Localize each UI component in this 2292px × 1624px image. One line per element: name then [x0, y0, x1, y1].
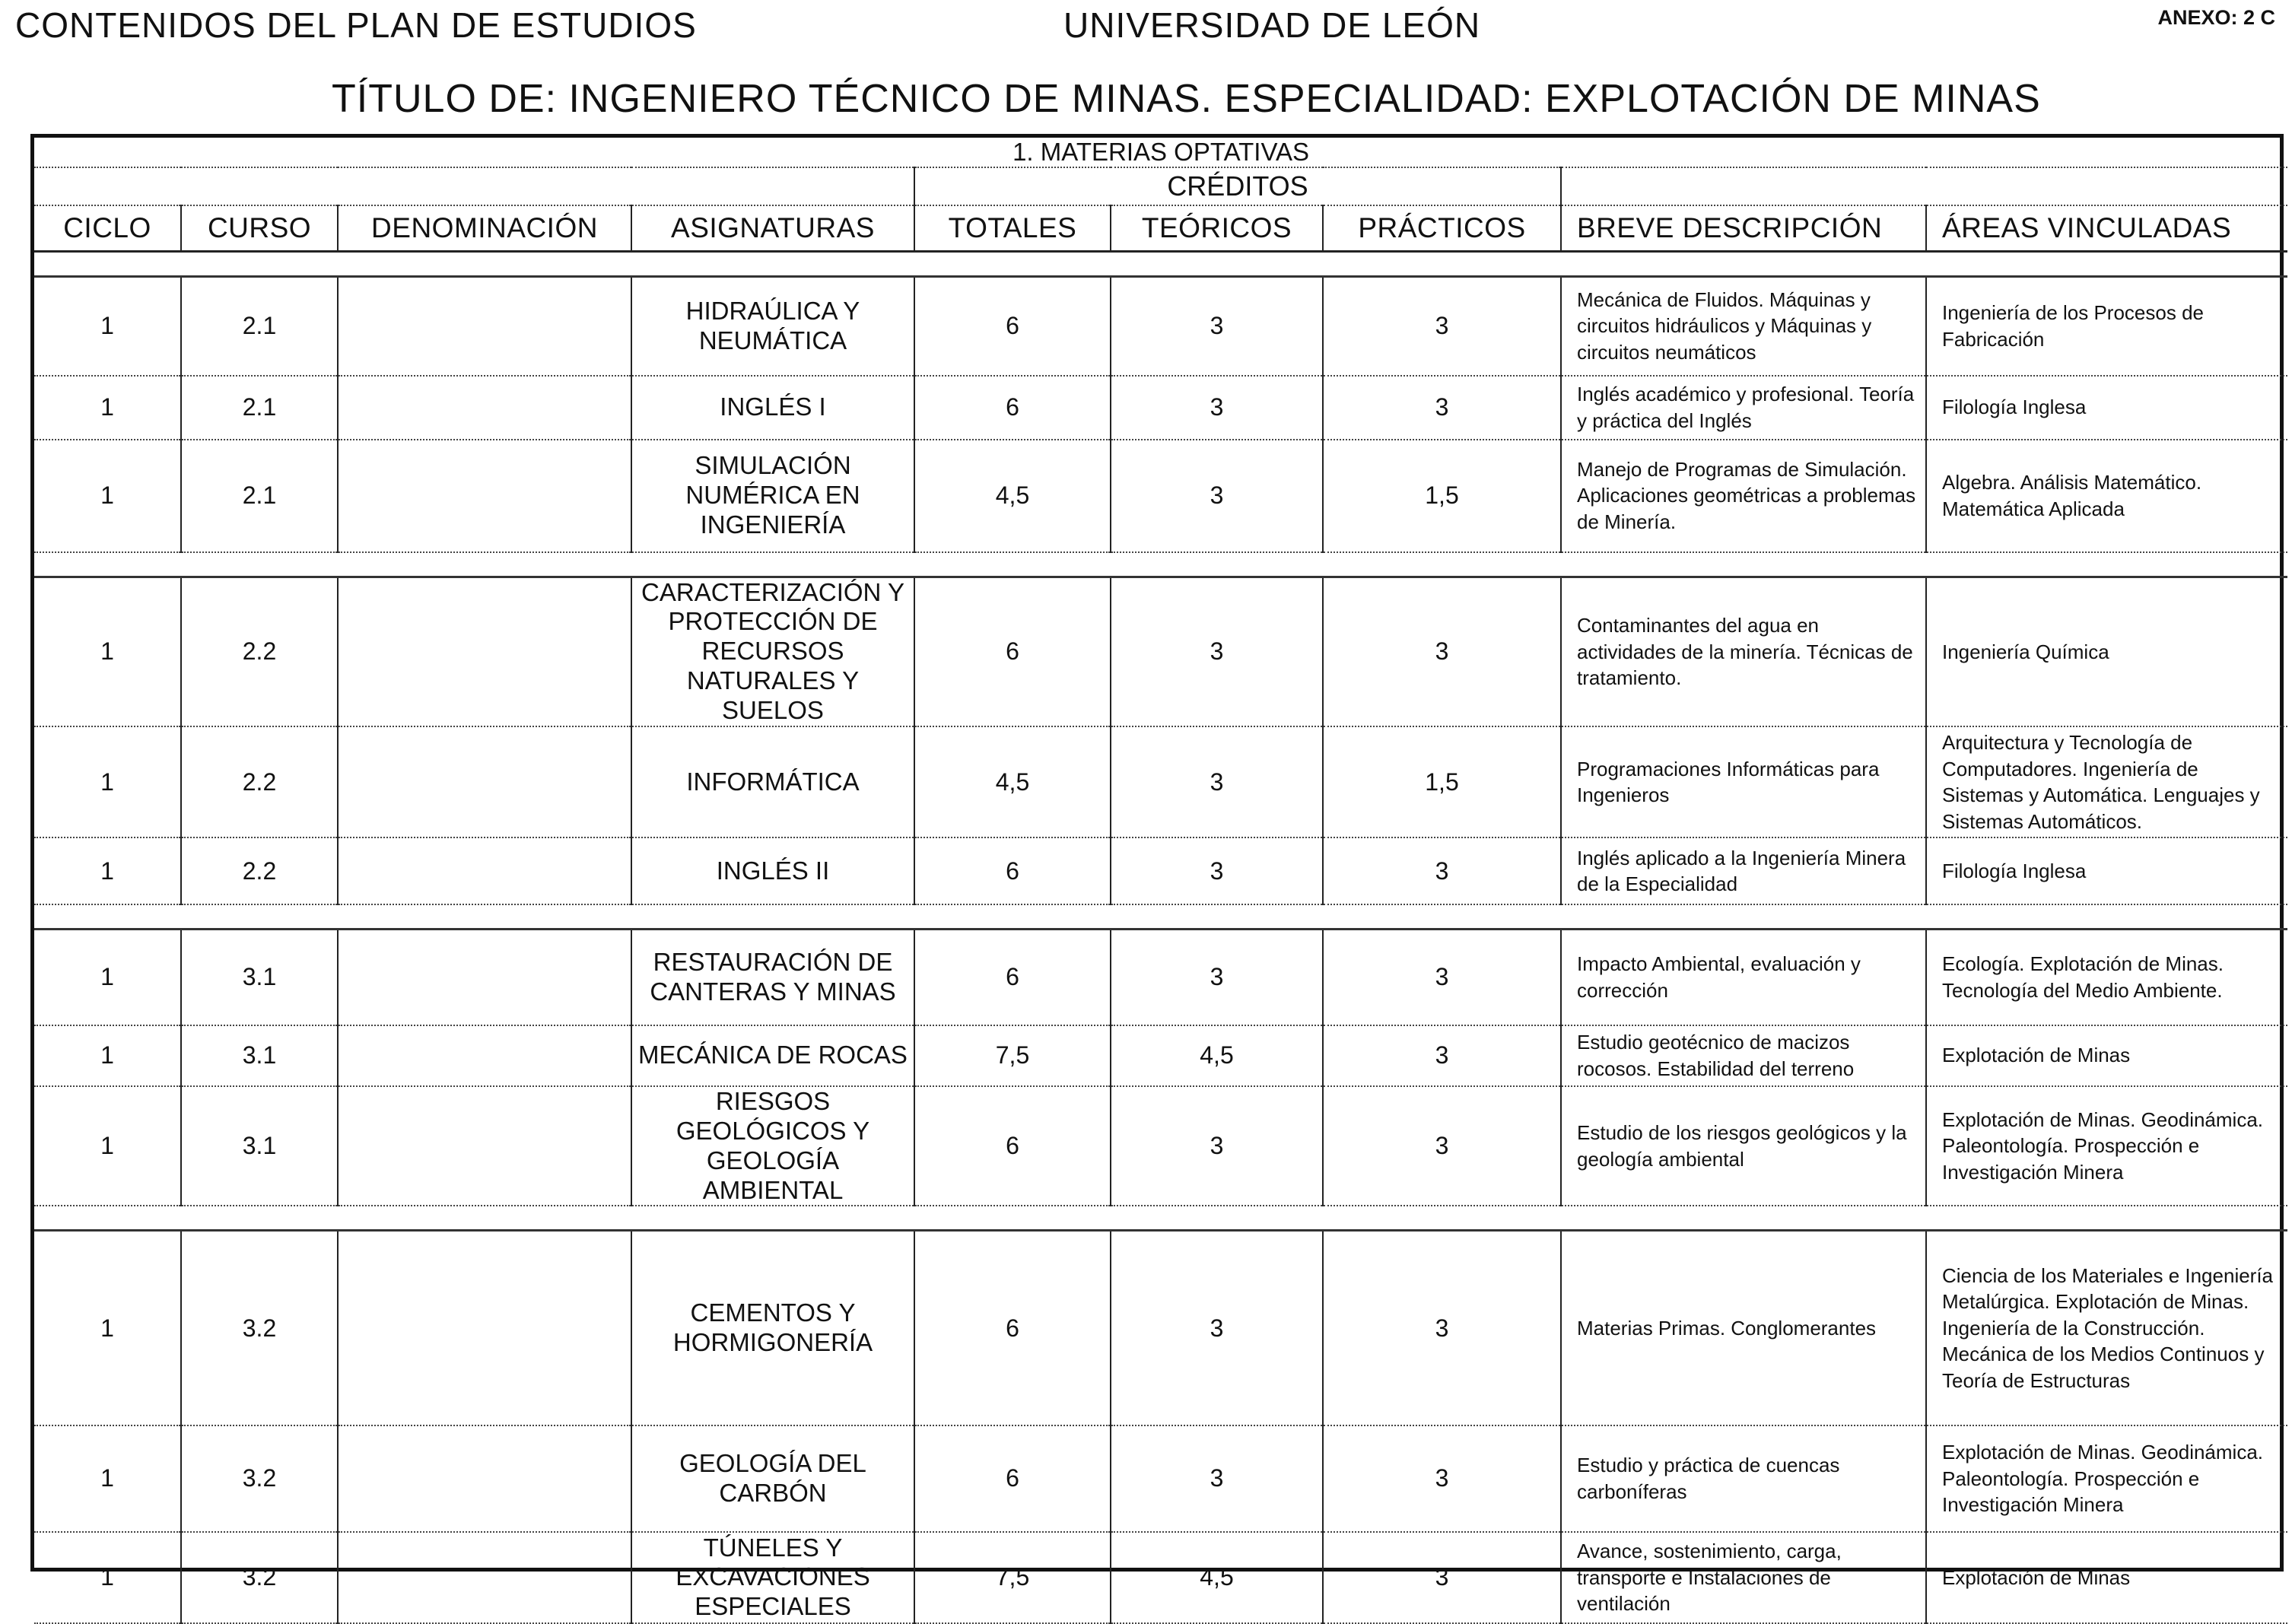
asignatura-cell: SIMULACIÓN NUMÉRICA EN INGENIERÍA — [631, 440, 914, 552]
descripcion-cell: Estudio y práctica de cuencas carboníferas — [1561, 1425, 1926, 1532]
creditos-totales-cell: 6 — [914, 1086, 1111, 1206]
curso-cell: 3.1 — [181, 930, 338, 1025]
ciclo-cell: 1 — [34, 277, 181, 376]
creditos-practicos-cell: 3 — [1323, 577, 1561, 726]
denominacion-cell — [338, 1086, 631, 1206]
denominacion-cell — [338, 1425, 631, 1532]
creditos-practicos-cell: 3 — [1323, 930, 1561, 1025]
areas-cell: Ciencia de los Materiales e Ingeniería Metalúrgica. Explotación de Minas. Ingeniería de la Construcción. Mecánica de los Medios Continuos y Teoría de Estructuras — [1926, 1231, 2287, 1425]
asignatura-cell: TÚNELES Y EXCAVACIONES ESPECIALES — [631, 1532, 914, 1623]
table-row — [34, 376, 2287, 440]
areas-cell: Explotación de Minas. Geodinámica. Paleontología. Prospección e Investigación Minera — [1926, 1425, 2287, 1532]
creditos-totales-cell: 6 — [914, 277, 1111, 376]
col-header-areas: ÁREAS VINCULADAS — [1926, 205, 2287, 252]
asignatura-cell: INFORMÁTICA — [631, 726, 914, 837]
table-row — [34, 1025, 2287, 1086]
table-row — [34, 1532, 2287, 1623]
ciclo-cell: 1 — [34, 440, 181, 552]
curso-cell: 3.1 — [181, 1025, 338, 1086]
areas-cell: Filología Inglesa — [1926, 837, 2287, 904]
creditos-practicos-cell: 3 — [1323, 1086, 1561, 1206]
creditos-practicos-cell: 3 — [1323, 1025, 1561, 1086]
curso-cell: 3.1 — [181, 1086, 338, 1206]
creditos-totales-cell: 7,5 — [914, 1532, 1111, 1623]
ciclo-cell: 1 — [34, 1532, 181, 1623]
descripcion-cell: Inglés académico y profesional. Teoría y práctica del Inglés — [1561, 376, 1926, 440]
creditos-teoricos-cell: 3 — [1111, 577, 1323, 726]
col-header-curso: CURSO — [181, 205, 338, 252]
col-header-practicos: PRÁCTICOS — [1323, 205, 1561, 252]
asignatura-cell: RIESGOS GEOLÓGICOS Y GEOLOGÍA AMBIENTAL — [631, 1086, 914, 1206]
group-separator-cell — [34, 252, 2287, 277]
areas-cell: Filología Inglesa — [1926, 376, 2287, 440]
creditos-practicos-cell: 1,5 — [1323, 726, 1561, 837]
creditos-teoricos-cell: 3 — [1111, 277, 1323, 376]
ciclo-cell: 1 — [34, 1025, 181, 1086]
creditos-practicos-cell: 1,5 — [1323, 440, 1561, 552]
denominacion-cell — [338, 1025, 631, 1086]
table-row — [34, 1086, 2287, 1206]
areas-cell: Arquitectura y Tecnología de Computadores. Ingeniería de Sistemas y Automática. Lenguajes y Sistemas Automáticos. — [1926, 726, 2287, 837]
curso-cell: 2.1 — [181, 376, 338, 440]
asignatura-cell: CEMENTOS Y HORMIGONERÍA — [631, 1231, 914, 1425]
creditos-totales-cell: 6 — [914, 1425, 1111, 1532]
creditos-teoricos-cell: 3 — [1111, 440, 1323, 552]
group-separator-cell — [34, 552, 2287, 577]
curso-cell: 2.1 — [181, 440, 338, 552]
denominacion-cell — [338, 376, 631, 440]
creditos-teoricos-cell: 3 — [1111, 1086, 1323, 1206]
denominacion-cell — [338, 277, 631, 376]
table-body — [34, 252, 2287, 1623]
ciclo-cell: 1 — [34, 726, 181, 837]
descripcion-cell: Avance, sostenimiento, carga, transporte e Instalaciones de ventilación — [1561, 1532, 1926, 1623]
col-header-asignaturas: ASIGNATURAS — [631, 205, 914, 252]
creditos-header: CRÉDITOS — [914, 167, 1561, 205]
study-plan-table-frame — [30, 134, 2284, 1621]
group-separator — [34, 1206, 2287, 1231]
curso-cell: 3.2 — [181, 1425, 338, 1532]
asignatura-cell: GEOLOGÍA DEL CARBÓN — [631, 1425, 914, 1532]
descripcion-cell: Programaciones Informáticas para Ingenieros — [1561, 726, 1926, 837]
areas-cell: Algebra. Análisis Matemático. Matemática Aplicada — [1926, 440, 2287, 552]
creditos-teoricos-cell: 3 — [1111, 1231, 1323, 1425]
creditos-practicos-cell: 3 — [1323, 837, 1561, 904]
curso-cell: 2.1 — [181, 277, 338, 376]
curso-cell: 2.2 — [181, 837, 338, 904]
descripcion-cell: Mecánica de Fluidos. Máquinas y circuitos hidráulicos y Máquinas y circuitos neumáticos — [1561, 277, 1926, 376]
areas-cell: Ecología. Explotación de Minas. Tecnología del Medio Ambiente. — [1926, 930, 2287, 1025]
denominacion-cell — [338, 930, 631, 1025]
ciclo-cell: 1 — [34, 577, 181, 726]
ciclo-cell: 1 — [34, 1425, 181, 1532]
creditos-teoricos-cell: 3 — [1111, 376, 1323, 440]
header-anexo: ANEXO: 2 C — [2157, 6, 2275, 29]
col-header-teoricos: TEÓRICOS — [1111, 205, 1323, 252]
asignatura-cell: CARACTERIZACIÓN Y PROTECCIÓN DE RECURSOS NATURALES Y SUELOS — [631, 577, 914, 726]
creditos-totales-cell: 6 — [914, 837, 1111, 904]
table-row — [34, 930, 2287, 1025]
asignatura-cell: INGLÉS II — [631, 837, 914, 904]
denominacion-cell — [338, 837, 631, 904]
areas-cell: Ingeniería de los Procesos de Fabricación — [1926, 277, 2287, 376]
table-row — [34, 726, 2287, 837]
col-header-descripcion: BREVE DESCRIPCIÓN — [1561, 205, 1926, 252]
asignatura-cell: RESTAURACIÓN DE CANTERAS Y MINAS — [631, 930, 914, 1025]
areas-cell: Ingeniería Química — [1926, 577, 2287, 726]
col-header-totales: TOTALES — [914, 205, 1111, 252]
denominacion-cell — [338, 1532, 631, 1623]
creditos-totales-cell: 7,5 — [914, 1025, 1111, 1086]
denominacion-cell — [338, 577, 631, 726]
asignatura-cell: INGLÉS I — [631, 376, 914, 440]
header-university: UNIVERSIDAD DE LEÓN — [1063, 5, 1481, 45]
header-blank-left — [34, 167, 914, 205]
curso-cell: 2.2 — [181, 726, 338, 837]
descripcion-cell: Materias Primas. Conglomerantes — [1561, 1231, 1926, 1425]
table-row — [34, 440, 2287, 552]
table-row — [34, 837, 2287, 904]
group-separator-cell — [34, 1206, 2287, 1231]
creditos-teoricos-cell: 3 — [1111, 726, 1323, 837]
table-row — [34, 577, 2287, 726]
group-separator — [34, 904, 2287, 930]
table-row — [34, 1425, 2287, 1532]
denominacion-cell — [338, 1231, 631, 1425]
curso-cell: 3.2 — [181, 1231, 338, 1425]
creditos-totales-cell: 4,5 — [914, 440, 1111, 552]
ciclo-cell: 1 — [34, 930, 181, 1025]
col-header-ciclo: CICLO — [34, 205, 181, 252]
descripcion-cell: Estudio geotécnico de macizos rocosos. Estabilidad del terreno — [1561, 1025, 1926, 1086]
ciclo-cell: 1 — [34, 837, 181, 904]
creditos-totales-cell: 6 — [914, 376, 1111, 440]
descripcion-cell: Contaminantes del agua en actividades de la minería. Técnicas de tratamiento. — [1561, 577, 1926, 726]
creditos-teoricos-cell: 3 — [1111, 1425, 1323, 1532]
asignatura-cell: MECÁNICA DE ROCAS — [631, 1025, 914, 1086]
areas-cell: Explotación de Minas. Geodinámica. Paleontología. Prospección e Investigación Minera — [1926, 1086, 2287, 1206]
creditos-practicos-cell: 3 — [1323, 1532, 1561, 1623]
header-blank-right — [1561, 167, 2287, 205]
descripcion-cell: Manejo de Programas de Simulación. Aplicaciones geométricas a problemas de Minería. — [1561, 440, 1926, 552]
denominacion-cell — [338, 440, 631, 552]
group-separator-cell — [34, 904, 2287, 930]
curso-cell: 3.2 — [181, 1532, 338, 1623]
creditos-practicos-cell: 3 — [1323, 1425, 1561, 1532]
header-left: CONTENIDOS DEL PLAN DE ESTUDIOS — [15, 5, 697, 45]
table-row — [34, 277, 2287, 376]
creditos-teoricos-cell: 4,5 — [1111, 1532, 1323, 1623]
creditos-totales-cell: 6 — [914, 930, 1111, 1025]
page-title: TÍTULO DE: INGENIERO TÉCNICO DE MINAS. ESPECIALIDAD: EXPLOTACIÓN DE MINAS — [332, 77, 2041, 121]
ciclo-cell: 1 — [34, 1086, 181, 1206]
creditos-teoricos-cell: 3 — [1111, 930, 1323, 1025]
creditos-teoricos-cell: 3 — [1111, 837, 1323, 904]
group-separator — [34, 252, 2287, 277]
creditos-practicos-cell: 3 — [1323, 1231, 1561, 1425]
creditos-totales-cell: 6 — [914, 1231, 1111, 1425]
table-row — [34, 1231, 2287, 1425]
group-separator — [34, 552, 2287, 577]
creditos-totales-cell: 6 — [914, 577, 1111, 726]
areas-cell: Explotación de Minas — [1926, 1025, 2287, 1086]
creditos-totales-cell: 4,5 — [914, 726, 1111, 837]
denominacion-cell — [338, 726, 631, 837]
creditos-practicos-cell: 3 — [1323, 376, 1561, 440]
asignatura-cell: HIDRAÚLICA Y NEUMÁTICA — [631, 277, 914, 376]
areas-cell: Explotación de Minas — [1926, 1532, 2287, 1623]
descripcion-cell: Impacto Ambiental, evaluación y corrección — [1561, 930, 1926, 1025]
ciclo-cell: 1 — [34, 376, 181, 440]
descripcion-cell: Inglés aplicado a la Ingeniería Minera de la Especialidad — [1561, 837, 1926, 904]
creditos-practicos-cell: 3 — [1323, 277, 1561, 376]
optional-subjects-table — [34, 138, 2287, 1624]
ciclo-cell: 1 — [34, 1231, 181, 1425]
descripcion-cell: Estudio de los riesgos geológicos y la geología ambiental — [1561, 1086, 1926, 1206]
col-header-denominacion: DENOMINACIÓN — [338, 205, 631, 252]
creditos-teoricos-cell: 4,5 — [1111, 1025, 1323, 1086]
curso-cell: 2.2 — [181, 577, 338, 726]
section-title: 1. MATERIAS OPTATIVAS — [34, 138, 2287, 167]
